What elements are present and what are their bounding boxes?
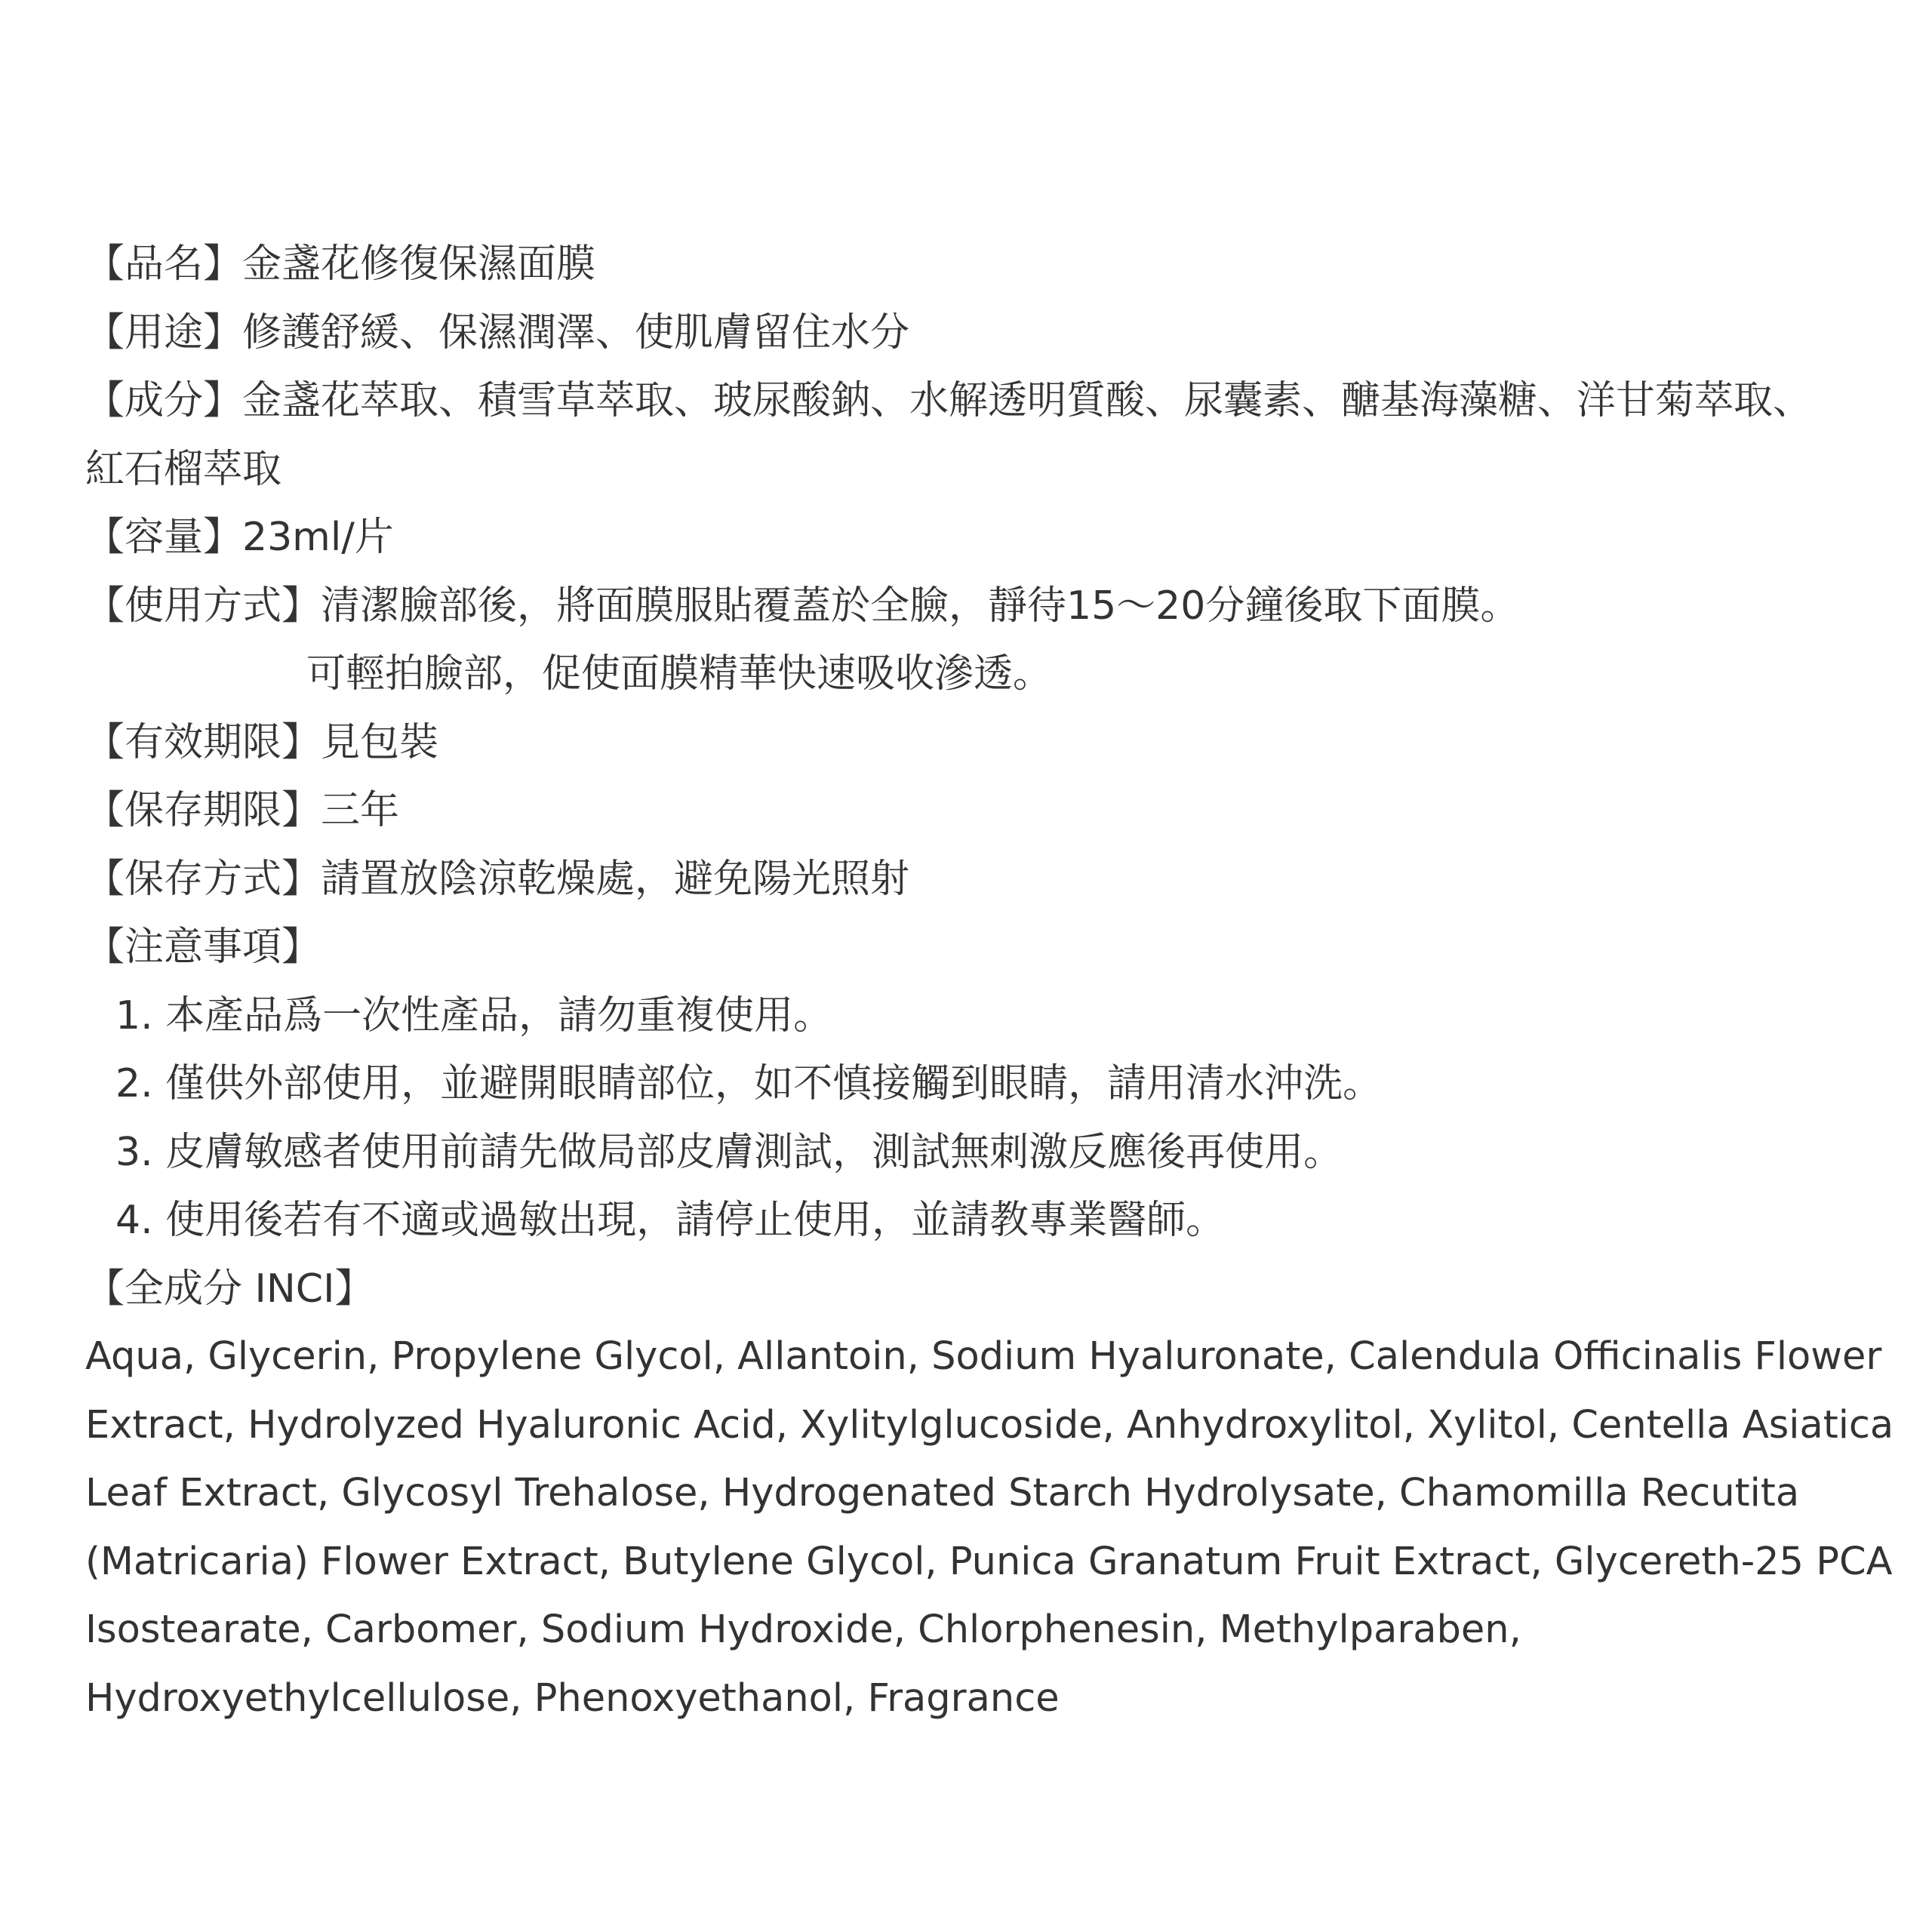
inci-label: 【全成分 INCI】	[85, 1266, 374, 1312]
note-item	[85, 1186, 1866, 1255]
usage-method-label: 【使用方式】	[85, 583, 321, 629]
usage-purpose-value: 修護舒緩、保濕潤澤、使肌膚留住水分	[242, 309, 910, 355]
shelf-life-value: 三年	[321, 788, 400, 833]
note-text: 3. 皮膚敏感者使用前請先做局部皮膚測試，測試無刺激反應後再使用。	[115, 1129, 1343, 1175]
expiry-row	[85, 709, 1866, 777]
product-info-document	[85, 230, 1894, 1733]
product-name-value: 金盞花修復保濕面膜	[242, 242, 596, 287]
inci-line	[85, 1323, 1882, 1392]
storage-value: 請置放陰涼乾燥處，避免陽光照射	[321, 856, 910, 902]
ingredients-value-line2: 紅石榴萃取	[85, 446, 282, 492]
usage-method-row	[85, 572, 1866, 641]
storage-row	[85, 845, 1866, 914]
note-text: 4. 使用後若有不適或過敏出現，請停止使用，並請教專業醫師。	[115, 1198, 1226, 1243]
volume-label: 【容量】	[85, 515, 243, 560]
volume-row	[85, 503, 1866, 572]
usage-method-value-line1: 清潔臉部後，將面膜服貼覆蓋於全臉，靜待15～20分鐘後取下面膜。	[321, 583, 1520, 629]
inci-text: (Matricaria) Flower Extract, Butylene Glycol, Punica Granatum Fruit Extract, Glycereth-25 PCA	[85, 1539, 1893, 1584]
inci-line	[85, 1596, 1866, 1665]
ingredients-continued-row	[85, 435, 1866, 504]
inci-line	[85, 1665, 1866, 1734]
usage-method-continued-row	[85, 640, 1866, 709]
inci-text: Isostearate, Carbomer, Sodium Hydroxide, Chlorphenesin, Methylparaben,	[85, 1607, 1521, 1652]
note-item	[85, 1050, 1866, 1118]
notes-heading-row	[85, 913, 1866, 982]
note-item	[85, 1118, 1866, 1187]
inci-text: Hydroxyethylcellulose, Phenoxyethanol, Fragrance	[85, 1675, 1060, 1721]
expiry-label: 【有效期限】	[85, 719, 321, 765]
usage-purpose-row	[85, 299, 1866, 368]
inci-line	[85, 1460, 1866, 1528]
ingredients-label: 【成分】	[85, 378, 243, 423]
inci-text: Extract, Hydrolyzed Hyaluronic Acid, Xylitylglucoside, Anhydroxylitol, Xylitol, Centella Asiatica	[85, 1402, 1894, 1447]
shelf-life-row	[85, 777, 1866, 845]
note-text: 1. 本產品爲一次性產品，請勿重複使用。	[115, 992, 833, 1038]
ingredients-row	[85, 367, 1866, 435]
inci-text: Aqua, Glycerin, Propylene Glycol, Allantoin, Sodium Hyaluronate, Calendula Officinalis Flower	[85, 1334, 1882, 1379]
product-name-label: 【品名】	[85, 242, 243, 287]
inci-text: Leaf Extract, Glycosyl Trehalose, Hydrogenated Starch Hydrolysate, Chamomilla Recutita	[85, 1471, 1800, 1515]
inci-heading-row	[85, 1255, 1866, 1324]
product-name-row	[85, 230, 1866, 299]
usage-purpose-label: 【用途】	[85, 309, 243, 355]
usage-method-value-line2: 可輕拍臉部，促使面膜精華快速吸收滲透。	[306, 651, 1053, 697]
shelf-life-label: 【保存期限】	[85, 788, 321, 833]
volume-value: 23ml/片	[242, 515, 394, 560]
ingredients-value-line1: 金盞花萃取、積雪草萃取、玻尿酸鈉、水解透明質酸、尿囊素、醣基海藻糖、洋甘菊萃取、	[242, 378, 1813, 423]
expiry-value: 見包裝	[321, 719, 439, 765]
inci-line	[85, 1392, 1894, 1460]
inci-line	[85, 1528, 1893, 1597]
note-item	[85, 982, 1866, 1051]
storage-label: 【保存方式】	[85, 856, 321, 902]
notes-label: 【注意事項】	[85, 924, 321, 970]
note-text: 2. 僅供外部使用，並避開眼睛部位，如不慎接觸到眼睛，請用清水沖洗。	[115, 1061, 1383, 1106]
